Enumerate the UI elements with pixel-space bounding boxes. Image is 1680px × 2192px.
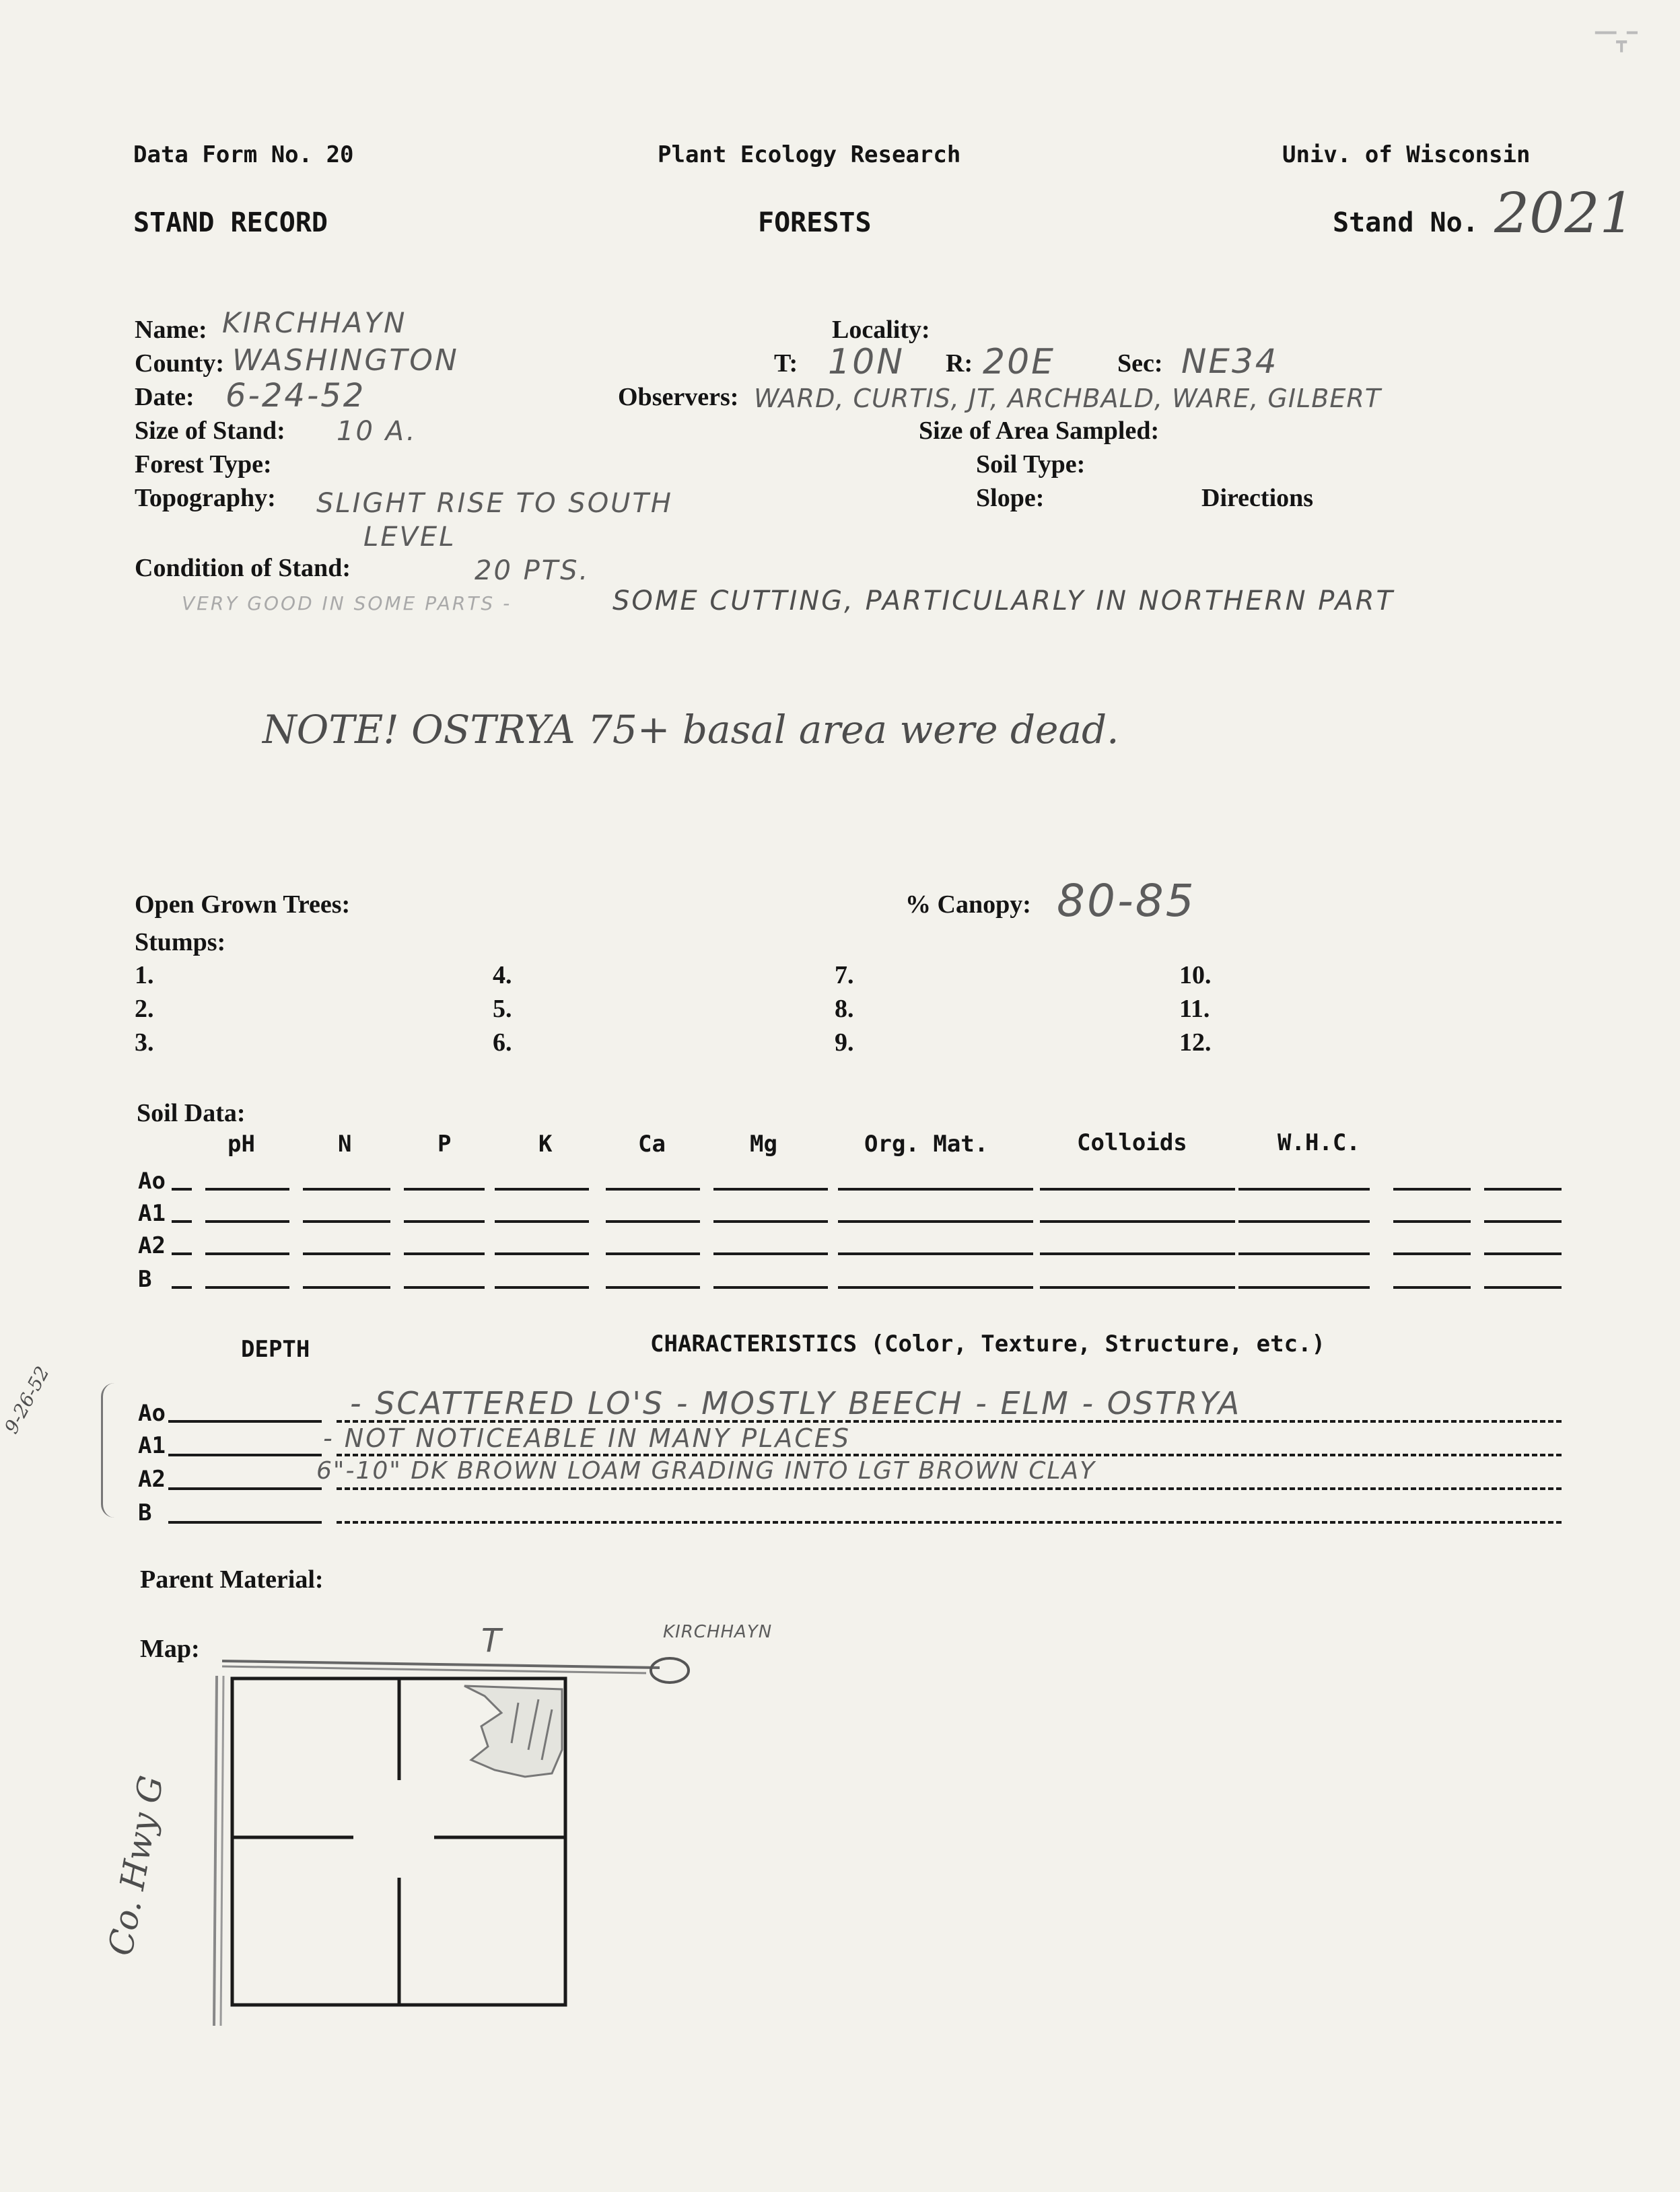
- r-value: 20E: [983, 342, 1056, 382]
- stump-number: 5.: [493, 995, 512, 1023]
- stump-number: 2.: [135, 995, 154, 1023]
- r-label: R:: [946, 349, 973, 378]
- parent-material-label: Parent Material:: [140, 1565, 324, 1594]
- soil-col-header: Colloids: [1077, 1129, 1187, 1156]
- date-label: Date:: [135, 383, 195, 411]
- size-of-stand-value: 10 A.: [337, 416, 417, 447]
- profile-a1-value: - NOT NOTICEABLE IN MANY PLACES: [323, 1423, 851, 1453]
- stumps-label: Stumps:: [135, 928, 226, 956]
- soil-row-label: A2: [138, 1232, 166, 1259]
- soil-col-header: pH: [228, 1131, 255, 1158]
- depth-label: DEPTH: [241, 1336, 310, 1363]
- canopy-label: % Canopy:: [905, 890, 1031, 919]
- stump-number: 3.: [135, 1028, 154, 1057]
- date-value: 6-24-52: [225, 377, 366, 415]
- stump-number: 10.: [1179, 961, 1212, 989]
- condition-note: SOME CUTTING, PARTICULARLY IN NORTHERN PART: [612, 586, 1395, 616]
- soil-data-label: Soil Data:: [137, 1099, 246, 1127]
- name-value: KIRCHHAYN: [222, 306, 407, 339]
- soil-col-header: K: [538, 1131, 553, 1158]
- observers-value: WARD, CURTIS, JT, ARCHBALD, WARE, GILBERT: [754, 384, 1381, 413]
- handwritten-note: NOTE! OSTRYA 75+ basal area were dead.: [262, 707, 1119, 752]
- soil-col-header: P: [438, 1131, 452, 1158]
- soil-row-label: Ao: [138, 1168, 166, 1195]
- characteristics-label: CHARACTERISTICS (Color, Texture, Structure, etc.): [650, 1331, 1326, 1357]
- soil-col-header: W.H.C.: [1278, 1129, 1360, 1156]
- topography-label: Topography:: [135, 484, 276, 512]
- county-value: WASHINGTON: [232, 343, 459, 378]
- soil-row-label: A1: [138, 1200, 166, 1227]
- canopy-value: 80-85: [1057, 875, 1196, 927]
- soil-col-header: Mg: [750, 1131, 777, 1158]
- area-sampled-label: Size of Area Sampled:: [919, 417, 1160, 445]
- stand-record-title: STAND RECORD: [133, 207, 328, 238]
- slope-label: Slope:: [976, 484, 1045, 512]
- map-road-label: Co. Hwy G: [101, 1773, 171, 1959]
- locality-label: Locality:: [832, 316, 930, 344]
- topography-value-2: LEVEL: [363, 522, 456, 553]
- open-grown-label: Open Grown Trees:: [135, 890, 351, 919]
- t-label: T:: [774, 349, 798, 378]
- profile-row-label: Ao: [138, 1400, 166, 1427]
- t-value: 10N: [828, 342, 905, 382]
- stump-number: 12.: [1179, 1028, 1212, 1057]
- stump-number: 1.: [135, 961, 154, 989]
- corner-mark: ▔▔┳▔: [1595, 32, 1638, 52]
- stump-number: 8.: [835, 995, 854, 1023]
- stump-number: 7.: [835, 961, 854, 989]
- profile-row-label: B: [138, 1499, 152, 1526]
- soil-col-header: N: [338, 1131, 352, 1158]
- stump-number: 11.: [1179, 995, 1210, 1023]
- form-number: Data Form No. 20: [133, 141, 354, 168]
- forests-title: FORESTS: [758, 207, 872, 238]
- name-label: Name:: [135, 316, 207, 344]
- profile-a2-value: 6"-10" DK BROWN LOAM GRADING INTO LGT BROWN CLAY: [316, 1457, 1096, 1485]
- observers-label: Observers:: [618, 383, 739, 411]
- stand-no-label: Stand No.: [1333, 207, 1479, 238]
- soil-col-header: Ca: [638, 1131, 666, 1158]
- stump-number: 9.: [835, 1028, 854, 1057]
- profile-ao-value: - SCATTERED LO'S - MOSTLY BEECH - ELM - OSTRYA: [350, 1385, 1242, 1421]
- profile-row-label: A1: [138, 1432, 166, 1459]
- soil-col-header: Org. Mat.: [864, 1131, 989, 1158]
- map-town-label: KIRCHHAYN: [663, 1622, 773, 1642]
- directions-label: Directions: [1201, 484, 1314, 512]
- topography-value-1: SLIGHT RISE TO SOUTH: [316, 488, 673, 519]
- map-t-mark: T: [481, 1622, 501, 1660]
- map-label: Map:: [140, 1635, 200, 1663]
- condition-label: Condition of Stand:: [135, 554, 351, 582]
- sec-value: NE34: [1181, 342, 1279, 381]
- county-label: County:: [135, 349, 225, 378]
- size-of-stand-label: Size of Stand:: [135, 417, 285, 445]
- stump-number: 4.: [493, 961, 512, 989]
- sec-label: Sec:: [1117, 349, 1163, 378]
- soil-row-label: B: [138, 1266, 152, 1293]
- condition-value: 20 PTS.: [475, 555, 590, 586]
- condition-note-faint: VERY GOOD IN SOME PARTS -: [182, 592, 512, 614]
- soil-type-label: Soil Type:: [976, 450, 1086, 479]
- stand-no-value: 2021: [1494, 182, 1635, 246]
- profile-date-margin: 9-26-52: [0, 1362, 54, 1438]
- research-title: Plant Ecology Research: [658, 141, 961, 168]
- stump-number: 6.: [493, 1028, 512, 1057]
- profile-row-label: A2: [138, 1466, 166, 1493]
- forest-type-label: Forest Type:: [135, 450, 272, 479]
- university: Univ. of Wisconsin: [1282, 141, 1531, 168]
